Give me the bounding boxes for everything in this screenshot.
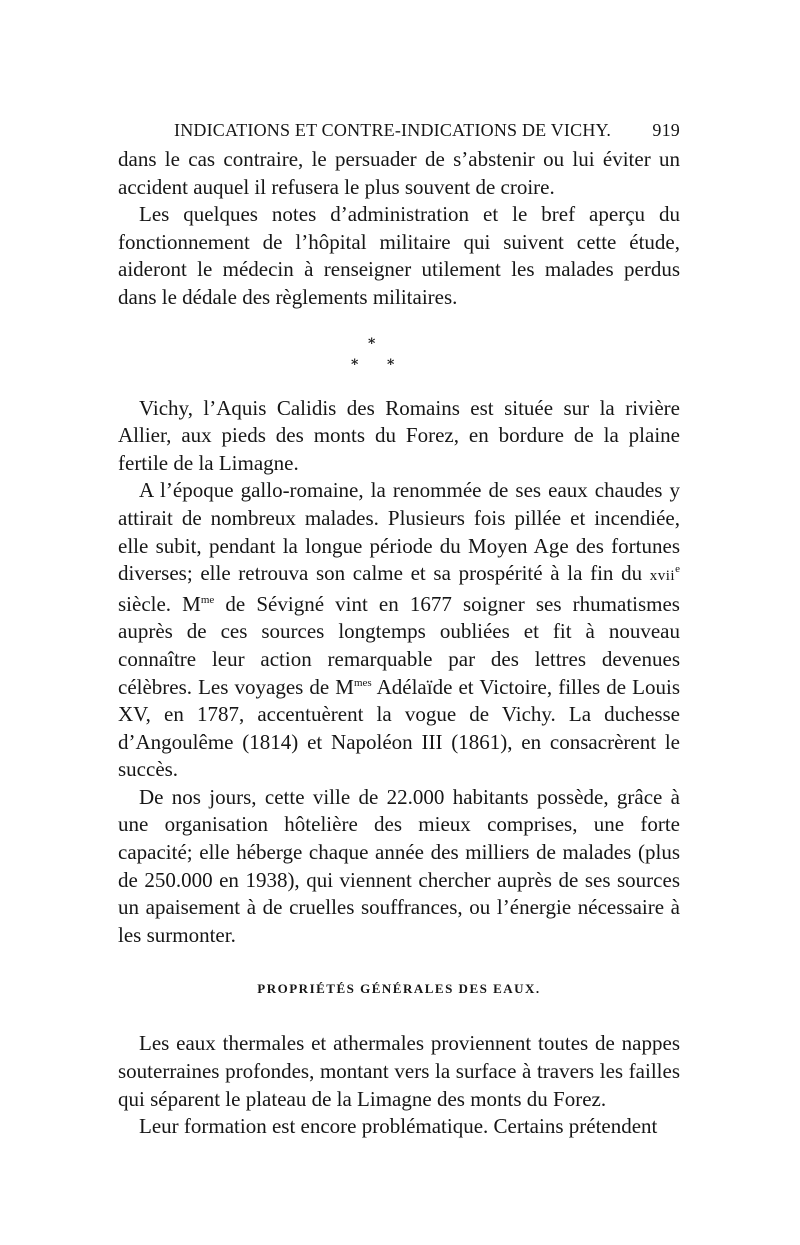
ornament-star-bottom-right: * (387, 356, 395, 373)
water-origin-paragraph: Les eaux thermales et athermales proviennent toutes de nappes souterraines profondes, montant vers la surface à travers les failles qui séparent le plateau de la Limagne des monts du Forez. (118, 1031, 680, 1111)
history-text-before-century: A l’époque gallo-romaine, la renommée de ses eaux chaudes y attirait de nombreux malades. Plusieurs fois pillée et incendiée, elle subit, pendant la longue période du Moyen Age des fortunes diverses; elle retrouva son calme et sa prospérité à la fin du (118, 478, 680, 586)
history-text-after-century: siècle. (118, 591, 183, 616)
water-formation-paragraph: Leur formation est encore problématique. Certains prétendent (139, 1114, 658, 1139)
vichy-history-paragraph (118, 477, 680, 784)
century-roman-numeral: xvii (649, 568, 676, 585)
history-text-end: Adélaïde et Victoire, filles de Louis XV, en 1787, accentuèrent la vogue de Vichy. La duchesse d’Angoulême (1814) et Napoléon III (1861), en consacrèrent le succès. (118, 674, 680, 782)
section-ornament (118, 315, 680, 395)
vichy-location-paragraph: Vichy, l’Aquis Calidis des Romains est située sur la rivière Allier, aux pieds des monts du Forez, en bordure de la plaine fertile de la Limagne. (118, 395, 680, 475)
madame-abbreviation: M (182, 591, 201, 616)
running-header (118, 112, 680, 146)
intro-paragraph-administration: Les quelques notes d’administration et le bref aperçu du fonctionnement de l’hôpital militaire qui suivent cette étude, aideront le médecin à renseigner utilement les malades perdus dans le dédale des règlements militaires. (118, 202, 680, 309)
ornament-star-top: * (368, 335, 376, 352)
ornament-star-bottom-left: * (351, 356, 359, 373)
madame-suffix: me (200, 593, 215, 606)
century-suffix: e (675, 563, 680, 576)
history-of-vichy (118, 395, 680, 950)
running-title: INDICATIONS ET CONTRE-INDICATIONS DE VICHY. (174, 120, 612, 140)
book-page (118, 112, 680, 1141)
history-text-sevigne: de Sévigné vint en 1677 soigner ses rhumatismes auprès de ces sources longtemps oubliées et fit à nouveau connaître leur action remarquable par des lettres devenues célèbres. Les voyages de (118, 591, 680, 699)
vichy-modern-paragraph: De nos jours, cette ville de 22.000 habitants possède, grâce à une organisation hôtelière des mieux comprises, une forte capacité; elle héberge chaque année des milliers de malades (plus de 250.000 en 1938), qui viennent chercher auprès de ses sources un apaisement à de cruelles souffrances, ou l’énergie nécessaire à les surmonter. (118, 784, 680, 947)
introductory-text (118, 146, 680, 312)
page-number: 919 (652, 120, 680, 140)
water-properties-text (118, 1030, 680, 1140)
intro-paragraph-continuation: dans le cas contraire, le persuader de s’abstenir ou lui éviter un accident auquel il refusera le plus souvent de croire. (118, 147, 680, 199)
section-heading-water-properties: PROPRIÉTÉS GÉNÉRALES DES EAUX. (257, 981, 541, 997)
mesdames-suffix: mes (353, 676, 372, 689)
mesdames-abbreviation: M (335, 674, 354, 699)
